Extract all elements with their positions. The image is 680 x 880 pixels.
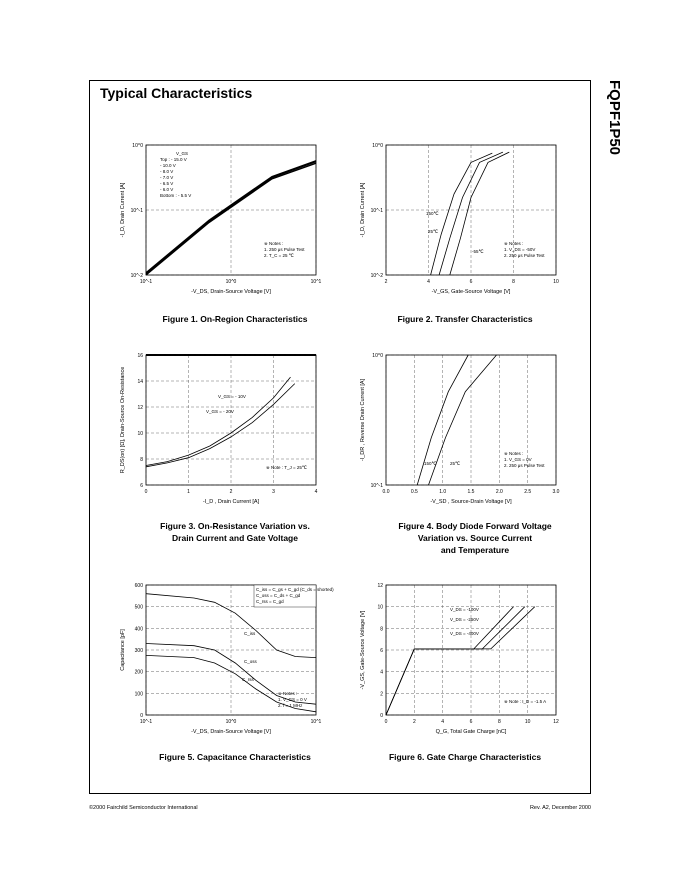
legend-entry: C_oss = C_ds + C_gd — [256, 593, 301, 598]
figure-3-caption — [120, 520, 350, 544]
x-tick-label: 4 — [427, 279, 430, 285]
curve-label: C_oss — [244, 659, 257, 664]
y-tick-label: 10 — [137, 431, 143, 437]
x-tick-label: 2 — [229, 489, 233, 495]
curve-label: V_DS = -250V — [450, 617, 479, 622]
curve-label: 25℃ — [450, 461, 461, 466]
x-tick-label: 1.0 — [439, 489, 447, 495]
curve-label: V_DS = -400V — [450, 631, 479, 636]
x-tick-label: 0 — [384, 719, 388, 725]
x-tick-label: 1.5 — [467, 489, 475, 495]
y-tick-label: 10^0 — [372, 143, 383, 149]
y-tick-label: 16 — [137, 353, 143, 359]
x-tick-label: 6 — [469, 279, 473, 285]
curve-label: V_GS = - 20V — [206, 409, 234, 414]
series-line-1 — [386, 607, 514, 715]
y-tick-label: 14 — [137, 379, 143, 385]
x-tick-label: 2 — [412, 719, 416, 725]
note-line: ※ Note : I_D = -1.5 A — [504, 699, 547, 704]
y-tick-label: 12 — [377, 583, 383, 589]
x-tick-label: 0.0 — [382, 489, 390, 495]
plot-area — [120, 583, 334, 735]
note-line: ※ Notes : — [504, 241, 524, 246]
figure-4-caption — [360, 520, 590, 556]
x-tick-label: 10^0 — [225, 279, 237, 285]
figure-2-chart — [346, 135, 566, 310]
y-tick-label: 10^-2 — [370, 273, 383, 279]
figure-4-caption-line: and Temperature — [440, 545, 510, 555]
x-axis-label: -V_GS, Gate-Source Voltage [V] — [431, 289, 511, 295]
series-line-1 — [146, 377, 291, 465]
note-line: 2. T_C = 25 ℃ — [264, 253, 294, 258]
x-tick-label: 0.5 — [410, 489, 418, 495]
y-tick-label: 400 — [134, 626, 143, 633]
x-tick-label: 10 — [524, 719, 531, 725]
x-tick-label: 2.0 — [495, 489, 503, 495]
section-title: Typical Characteristics — [100, 85, 253, 101]
x-axis-label: Q_G, Total Gate Charge [nC] — [435, 729, 507, 735]
figure-4-chart — [346, 345, 566, 520]
legend-entry: - 8.0 V — [160, 169, 174, 174]
x-axis-label: -V_SD , Source-Drain Voltage [V] — [430, 499, 512, 505]
x-tick-label: 10^1 — [310, 279, 322, 285]
y-tick-label: 10^-1 — [370, 208, 383, 214]
figure-4-caption-line: Figure 4. Body Diode Forward Voltage — [398, 521, 552, 531]
plot-area — [120, 353, 318, 505]
x-tick-label: 10^1 — [310, 719, 322, 725]
figure-3-chart — [106, 345, 326, 520]
note-line: ※ Notes : — [264, 241, 284, 246]
curve-label: -55℃ — [472, 249, 484, 254]
y-tick-label: 200 — [134, 669, 143, 676]
x-tick-label: 10 — [553, 279, 559, 285]
note-line: ※ Note : T_J = 25℃ — [266, 465, 307, 470]
y-axis-label: -I_DR , Reverse Drain Current [A] — [360, 378, 366, 462]
x-tick-label: 4 — [314, 489, 318, 495]
x-tick-label: 3.0 — [552, 489, 560, 495]
figure-3-caption-line: Figure 3. On-Resistance Variation vs. — [160, 521, 310, 531]
curve-label: 150℃ — [424, 461, 437, 466]
figure-5-caption: Figure 5. Capacitance Characteristics — [159, 752, 311, 762]
note-line: 1. V_DS = -50V — [504, 247, 536, 252]
note-line: 1. 250 μs Pulse Test — [264, 247, 305, 252]
y-tick-label: 8 — [140, 457, 143, 463]
x-tick-label: 6 — [469, 719, 473, 725]
part-number — [593, 80, 623, 170]
curve-label: V_DS = -100V — [450, 607, 479, 612]
y-tick-label: 10^0 — [132, 143, 143, 149]
legend-entry: Bottom : - 5.5 V — [160, 193, 192, 198]
y-axis-label: -I_D, Drain Current [A] — [120, 182, 126, 238]
y-tick-label: 2 — [380, 691, 383, 698]
y-tick-label: 600 — [134, 583, 143, 589]
curve-label: 25℃ — [428, 229, 439, 234]
y-axis-label: -I_D, Drain Current [A] — [360, 182, 366, 238]
x-tick-label: 10^0 — [225, 719, 237, 725]
footer-copyright: ©2000 Fairchild Semiconductor International — [89, 805, 198, 811]
y-tick-label: 500 — [134, 604, 143, 611]
series-line-1 — [431, 153, 493, 275]
legend-entry: Top : - 15.0 V — [160, 157, 187, 162]
y-tick-label: 100 — [134, 691, 143, 698]
x-tick-label: 0 — [144, 489, 148, 495]
x-axis-label: -V_DS, Drain-Source Voltage [V] — [191, 289, 271, 295]
x-tick-label: 8 — [497, 719, 501, 725]
plot-area — [360, 353, 560, 505]
x-tick-label: 3 — [272, 489, 275, 495]
y-tick-label: 300 — [134, 648, 143, 654]
figure-4-caption-line: Variation vs. Source Current — [417, 533, 533, 543]
x-tick-label: 12 — [553, 719, 559, 725]
series-line-3 — [450, 152, 510, 275]
chart-svg — [346, 345, 566, 515]
y-tick-label: 10 — [377, 604, 383, 611]
legend-entry: - 10.0 V — [160, 163, 176, 168]
x-tick-label: 2 — [384, 279, 388, 285]
note-line: ※ Notes : — [278, 691, 298, 696]
part-number-text: FQPF1P50 — [606, 80, 623, 156]
y-axis-label: -V_GS, Gate-Source Voltage [V] — [360, 610, 366, 690]
legend-entry: - 6.0 V — [160, 187, 174, 192]
note-line: 2. f = 1 MHz — [278, 703, 303, 708]
x-tick-label: 8 — [512, 279, 515, 285]
chart-svg — [346, 575, 566, 745]
legend-header: V_GS — [176, 151, 189, 156]
figure-6-caption: Figure 6. Gate Charge Characteristics — [388, 752, 542, 762]
x-tick-label: 2.5 — [524, 489, 532, 495]
chart-svg — [106, 345, 326, 515]
x-tick-label: 10^-1 — [139, 279, 153, 285]
plot-area — [120, 143, 322, 295]
series-line-2 — [429, 355, 497, 485]
y-tick-label: 10^-1 — [370, 483, 383, 489]
x-axis-label: -V_DS, Drain-Source Voltage [V] — [191, 729, 271, 735]
chart-svg — [106, 575, 334, 745]
y-tick-label: 6 — [380, 648, 383, 654]
plot-area — [360, 583, 559, 735]
legend-entry: C_iss = C_gs + C_gd (C_ds = shorted) — [256, 587, 334, 592]
footer-revision: Rev. A2, December 2000 — [529, 805, 591, 811]
y-tick-label: 0 — [380, 713, 383, 719]
figure-2-caption: Figure 2. Transfer Characteristics — [397, 314, 533, 324]
note-line: 1. V_GS = 0 V — [278, 697, 307, 702]
y-tick-label: 6 — [140, 483, 143, 489]
x-tick-label: 4 — [441, 719, 445, 725]
figure-1-caption: Figure 1. On-Region Characteristics — [162, 314, 308, 324]
y-tick-label: 0 — [140, 713, 143, 719]
figure-5-chart — [106, 575, 334, 750]
y-tick-label: 10^0 — [372, 353, 383, 359]
y-axis-label: R_DS(on) [Ω], Drain-Source On-Resistance — [120, 366, 126, 474]
curve-label: 150℃ — [426, 211, 439, 216]
x-tick-label: 10^-1 — [139, 719, 153, 725]
note-line: 2. 250 μs Pulse Test — [504, 463, 545, 468]
y-tick-label: 10^-2 — [130, 273, 143, 279]
curve-label: V_GS = - 10V — [218, 394, 246, 399]
chart-svg — [106, 135, 326, 305]
x-tick-label: 1 — [187, 489, 190, 495]
x-axis-label: -I_D , Drain Current [A] — [202, 499, 260, 505]
y-tick-label: 4 — [380, 669, 383, 676]
legend-entry: - 7.0 V — [160, 175, 174, 180]
plot-area — [360, 143, 559, 295]
y-tick-label: 8 — [380, 626, 383, 633]
note-line: ※ Notes : — [504, 451, 524, 456]
note-line: 1. V_GS = 0V — [504, 457, 532, 462]
curve-label: C_iss — [244, 631, 256, 636]
figure-6-chart — [346, 575, 566, 750]
y-axis-label: Capacitance [pF] — [120, 629, 126, 671]
y-tick-label: 10^-1 — [130, 208, 143, 214]
note-line: 2. 250 μs Pulse Test — [504, 253, 545, 258]
figure-1-chart — [106, 135, 326, 310]
legend-entry: - 6.5 V — [160, 181, 174, 186]
figure-3-caption-line: Drain Current and Gate Voltage — [172, 533, 298, 543]
legend-entry: C_rss = C_gd — [256, 599, 284, 604]
curve-label: C_rss — [242, 677, 254, 682]
y-tick-label: 12 — [137, 405, 143, 411]
chart-svg — [346, 135, 566, 305]
